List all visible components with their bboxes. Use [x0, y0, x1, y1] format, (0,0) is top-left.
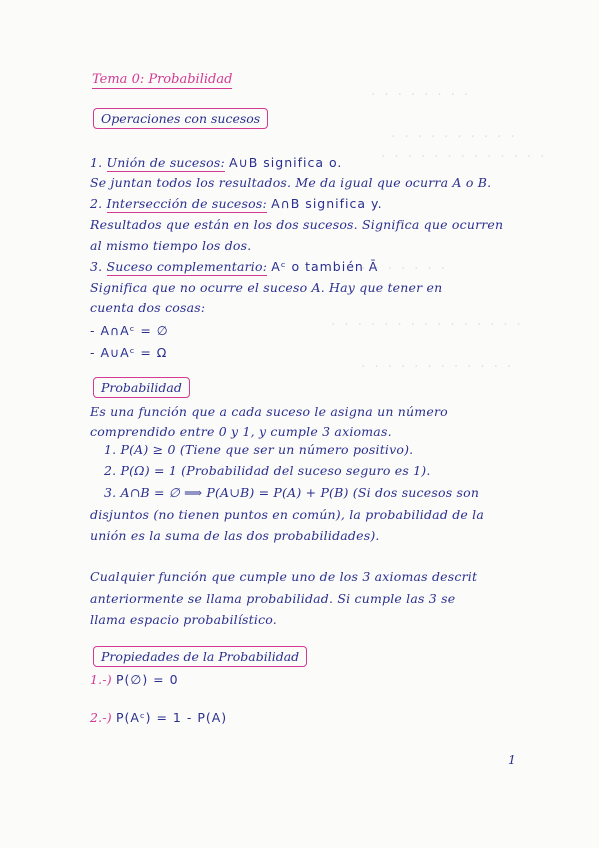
bleed-through-text: · · · · · · · · · · · · · · ·	[330, 318, 523, 331]
intersection-title: Intersección de sucesos:	[106, 196, 267, 211]
axiom-1: 1. P(A) ≥ 0 (Tiene que ser un número positivo).	[104, 442, 414, 457]
axiom-3-line-3: unión es la suma de las dos probabilidades).	[90, 528, 380, 543]
bleed-through-text: · · · · · · ·	[360, 262, 447, 275]
property-2	[90, 710, 530, 725]
union-title: Unión de sucesos:	[106, 155, 225, 170]
complement-bullet-1: - A∩Aᶜ = ∅	[90, 323, 169, 338]
complement-line	[90, 259, 530, 274]
property-2-number: 2.-)	[90, 710, 112, 725]
union-number: 1.	[90, 155, 103, 170]
complement-description-1: Significa que no ocurre el suceso A. Hay que tener en	[90, 280, 443, 295]
probability-description-2: comprendido entre 0 y 1, y cumple 3 axiomas.	[90, 424, 392, 439]
probability-description-1: Es una función que a cada suceso le asigna un número	[90, 404, 448, 419]
complement-number: 3.	[90, 259, 103, 274]
property-1-number: 1.-)	[90, 672, 112, 687]
section-heading-propiedades: Propiedades de la Probabilidad	[93, 646, 307, 667]
axiom-2: 2. P(Ω) = 1 (Probabilidad del suceso seguro es 1).	[104, 463, 431, 478]
union-description: Se juntan todos los resultados. Me da igual que ocurra A o B.	[90, 175, 492, 190]
axiom-3-line-1: 3. A∩B = ∅ ⟹ P(A∪B) = P(A) + P(B) (Si dos sucesos son	[104, 485, 480, 500]
property-1-formula: P(∅) = 0	[116, 672, 179, 687]
section-heading-probabilidad: Probabilidad	[93, 377, 190, 398]
intersection-description-1: Resultados que están en los dos sucesos. Significa que ocurren	[90, 217, 504, 232]
page-number: 1	[508, 752, 516, 767]
complement-title: Suceso complementario:	[106, 259, 268, 274]
probability-note-2: anteriormente se llama probabilidad. Si cumple las 3 se	[90, 591, 456, 606]
complement-description-2: cuenta dos cosas:	[90, 300, 206, 315]
axiom-3-line-2: disjuntos (no tienen puntos en común), la probabilidad de la	[90, 507, 485, 522]
bleed-through-text: · · · · · · · · · ·	[390, 130, 516, 143]
property-2-formula: P(Aᶜ) = 1 - P(A)	[116, 710, 228, 725]
bleed-through-text: · · · · · · · · · · · ·	[360, 360, 513, 373]
bleed-through-text: · · · · · · · ·	[370, 88, 470, 101]
complement-bullet-2: - A∪Aᶜ = Ω	[90, 345, 168, 360]
intersection-line	[90, 196, 530, 211]
intersection-number: 2.	[90, 196, 103, 211]
intersection-description-2: al mismo tiempo los dos.	[90, 238, 252, 253]
page-title: Tema 0: Probabilidad	[92, 72, 233, 87]
probability-note-1: Cualquier función que cumple uno de los 3 axiomas descrit	[90, 569, 478, 584]
probability-note-3: llama espacio probabilístico.	[90, 612, 277, 627]
bleed-through-text: · · · · · · · · · · · · ·	[380, 150, 546, 163]
union-line	[90, 155, 530, 170]
union-text: A∪B significa o.	[229, 155, 343, 170]
intersection-text: A∩B significa y.	[271, 196, 383, 211]
section-heading-operaciones: Operaciones con sucesos	[93, 108, 268, 129]
property-1	[90, 672, 530, 687]
complement-text: Aᶜ o también Ā	[271, 259, 379, 274]
